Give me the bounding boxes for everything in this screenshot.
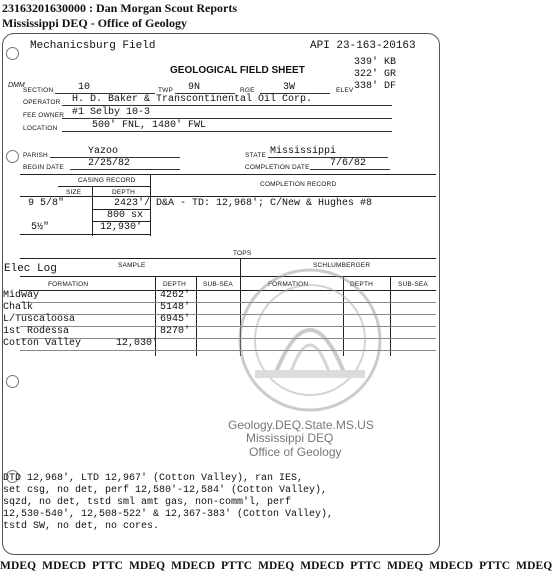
fee-owner-label: FEE OWNER [23, 112, 65, 119]
remarks-line: set csg, no det, perf 12,580'-12,584' (Cotton Valley), [3, 485, 328, 496]
field-name: Mechanicsburg Field [30, 40, 156, 52]
sample-subsea-label: SUB-SEA [203, 281, 233, 288]
sample-depth-label: DEPTH [163, 281, 187, 288]
parish-label: PARISH [23, 152, 48, 159]
watermark-line-3: Office of Geology [249, 445, 342, 459]
casing-depth-3: 12,930' [100, 222, 143, 233]
operator-value: H. D. Baker & Transcontinental Oil Corp. [72, 94, 313, 105]
watermark-line-1: Geology.DEQ.State.MS.US [228, 418, 374, 432]
tops-formation: Chalk [3, 302, 34, 313]
tops-depth: 6945' [160, 314, 191, 325]
elev-label: ELEV [336, 87, 354, 94]
depth-label: DEPTH [112, 189, 136, 196]
tops-depth: 8270' [160, 326, 191, 337]
begin-date-label: BEGIN DATE [23, 164, 64, 171]
elevation-df: 338' DF [354, 81, 397, 92]
completion-date-value: 7/6/82 [330, 158, 367, 169]
casing-record-label: CASING RECORD [78, 177, 136, 184]
size-label: SIZE [66, 189, 82, 196]
parish-value: Yazoo [88, 146, 119, 157]
state-value: Mississippi [270, 146, 337, 157]
elevation-gr: 322' GR [354, 69, 397, 80]
tops-label: TOPS [233, 250, 252, 257]
formation-label: FORMATION [48, 281, 89, 288]
section-label: SECTION [23, 87, 54, 94]
footer-banner: MDEQ MDECD PTTC MDEQ MDECD PTTC MDEQ MDECD PTTC MDEQ MDECD PTTC MDEQ [0, 560, 552, 572]
tops-depth: 5148' [160, 302, 191, 313]
elevation-kb: 339' KB [354, 57, 397, 68]
tops-depth: 12,030' [116, 338, 159, 349]
tops-formation: L/Tuscaloosa [3, 314, 76, 325]
api-number: API 23-163-20163 [310, 40, 416, 52]
remarks-line: 12,530-540', 12,508-522' & 12,367-383' (Cotton Valley), [3, 509, 334, 520]
casing-depth-2: 800 sx [107, 210, 144, 221]
state-label: STATE [245, 152, 266, 159]
report-title: 23163201630000 : Dan Morgan Scout Reports [2, 1, 237, 15]
sample-label: SAMPLE [118, 262, 146, 269]
casing-depth-1: 2423'/ [114, 198, 151, 209]
sheet-title: GEOLOGICAL FIELD SHEET [170, 65, 305, 76]
completion-record-label: COMPLETION RECORD [260, 181, 337, 188]
tops-formation: Midway [3, 290, 40, 301]
schlumberger-label: SCHLUMBERGER [313, 262, 371, 269]
begin-date-value: 2/25/82 [88, 158, 131, 169]
punch-hole [6, 47, 19, 60]
location-label: LOCATION [23, 125, 58, 132]
remarks-line: DTD 12,968', LTD 12,967' (Cotton Valley), ran IES, [3, 473, 304, 484]
completion-date-label: COMPLETION DATE [245, 164, 310, 171]
casing-size-3: 5½" [31, 222, 50, 233]
schlumberger-formation-label: FORMATION [268, 281, 309, 288]
operator-label: OPERATOR [23, 99, 61, 106]
location-value: 500' FNL, 1480' FWL [92, 120, 207, 131]
schlumberger-subsea-label: SUB-SEA [398, 281, 428, 288]
completion-record-value: D&A - TD: 12,968'; C/New & Hughes #8 [156, 198, 373, 209]
watermark-line-2: Mississippi DEQ [246, 431, 334, 445]
section-value: 10 [78, 82, 91, 93]
deq-seal-watermark [215, 265, 405, 415]
report-subtitle: Mississippi DEQ - Office of Geology [2, 16, 187, 30]
casing-size-1: 9 5/8" [28, 198, 65, 209]
remarks-line: tstd SW, no det, no cores. [3, 521, 160, 532]
tops-formation: 1st Rodessa [3, 326, 70, 337]
rge-label: RGE [240, 87, 255, 94]
tops-formation: Cotton Valley [3, 338, 82, 349]
initials: DMM [8, 82, 25, 89]
punch-hole [6, 150, 19, 163]
elec-log: Elec Log [4, 263, 57, 275]
twp-label: TWP [158, 87, 174, 94]
punch-hole [6, 375, 19, 388]
schlumberger-depth-label: DEPTH [350, 281, 374, 288]
remarks-line: sqzd, no det, tstd sml amt gas, non-comm'l, perf [3, 497, 292, 508]
rge-value: 3W [283, 82, 296, 93]
tops-depth: 4262' [160, 290, 191, 301]
twp-value: 9N [188, 82, 201, 93]
fee-owner-value: #1 Selby 10-3 [72, 107, 151, 118]
